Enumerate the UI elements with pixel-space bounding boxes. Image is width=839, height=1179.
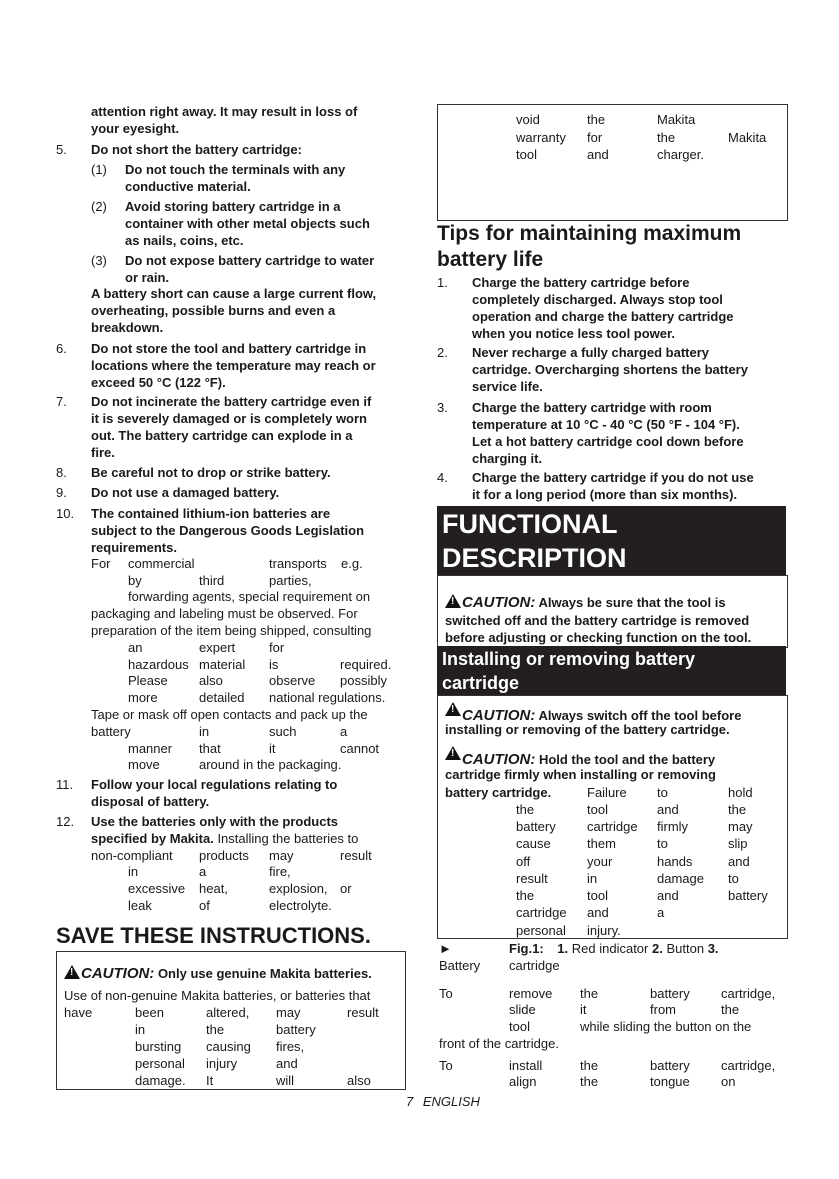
install-caution-box: !CAUTION: Always switch off the tool before installing or removing of the battery cartridge. !CAUTION: Hold the tool and the battery cartridge firmly when installing or removing battery cartridge. Failure to hold the tool and the battery cartridge firmly may cause them to slip off your hands and result in damage to the tool and battery cartridge and a personal injury. xyxy=(437,695,788,939)
short-note: A battery short can cause a large current flow, overheating, possible burns and even a breakdown. xyxy=(91,286,377,335)
functional-description-heading: FUNCTIONAL DESCRIPTION xyxy=(437,506,786,575)
warning-triangle-icon xyxy=(445,702,461,716)
caution-box-function: !CAUTION: Always be sure that the tool is switched off and the battery cartridge is removed before adjusting or checking function on the tool. xyxy=(437,575,788,648)
warning-triangle-icon xyxy=(64,965,80,979)
caution-box-genuine-batteries: !CAUTION: Only use genuine Makita batteries. Use of non-genuine Makita batteries, or batteries that have been altered, may result in the battery bursting causing fires, personal injury and damage. It will also xyxy=(56,951,406,1090)
intro-continuation: attention right away. It may result in loss of your eyesight. xyxy=(91,104,358,136)
warning-triangle-icon xyxy=(445,594,461,608)
installing-heading: Installing or removing battery cartridge xyxy=(437,646,786,695)
page-language: ENGLISH xyxy=(422,1094,480,1109)
warning-triangle-icon xyxy=(445,746,461,760)
page-number: 7 xyxy=(406,1094,414,1109)
tips-heading: Tips for maintaining maximum battery life xyxy=(437,222,742,271)
arrow-right-icon: ► xyxy=(439,941,452,956)
page-footer xyxy=(406,1093,480,1110)
save-instructions-heading: SAVE THESE INSTRUCTIONS. xyxy=(56,923,371,948)
warranty-box: void the Makita warranty for the Makita tool and charger. xyxy=(437,104,788,221)
